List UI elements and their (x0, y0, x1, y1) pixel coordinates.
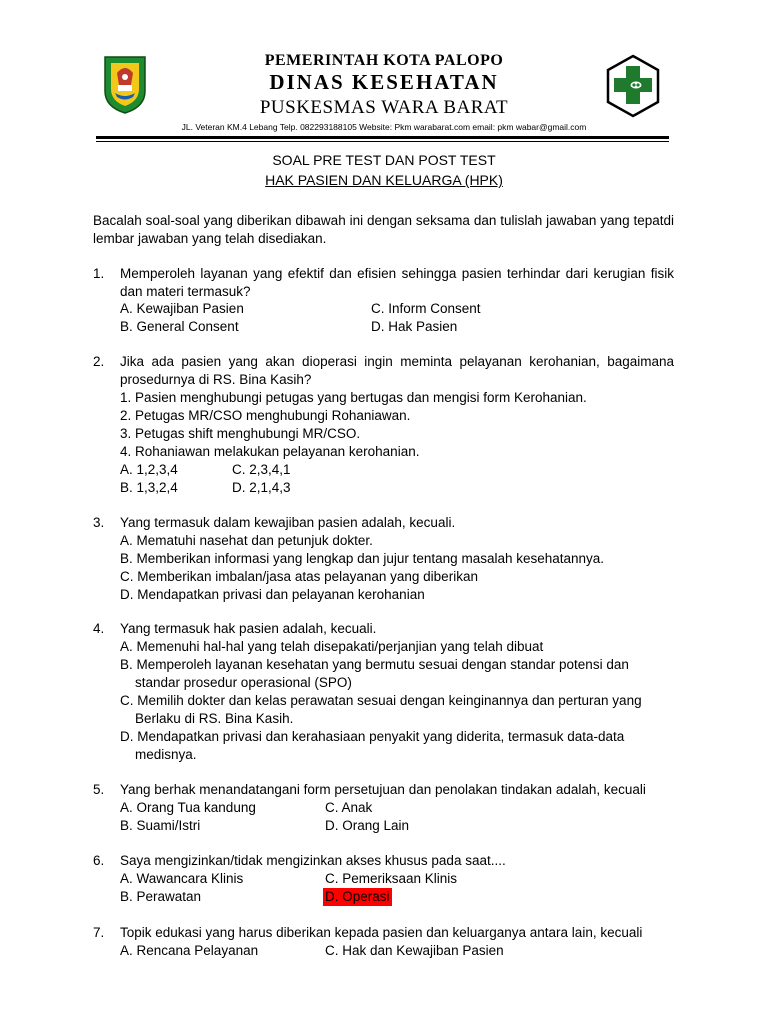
document-subtitle: HAK PASIEN DAN KELUARGA (HPK) (265, 172, 503, 188)
option-d: D. Mendapatkan privasi dan kerahasiaan penyakit yang diderita, termasuk data-data (120, 729, 625, 744)
option-c-continued: Berlaku di RS. Bina Kasih. (135, 711, 294, 726)
question-number: 7. (93, 925, 105, 940)
option-b: B. 1,3,2,4 (120, 480, 178, 495)
step-2: 2. Petugas MR/CSO menghubungi Rohaniawan. (120, 408, 411, 423)
document-title: SOAL PRE TEST DAN POST TEST (272, 152, 496, 168)
option-c: C. Hak dan Kewajiban Pasien (325, 943, 504, 958)
question-number: 3. (93, 515, 105, 530)
option-b: B. Memberikan informasi yang lengkap dan jujur tentang masalah kesehatannya. (120, 551, 605, 566)
option-a: A. Memenuhi hal-hal yang telah disepakati/perjanjian yang telah dibuat (120, 639, 544, 654)
instructions: Bacalah soal-soal yang diberikan dibawah ini dengan seksama dan tulislah jawaban yang tepatdi lembar jawaban yang telah disediakan. (93, 213, 674, 246)
header-address: JL. Veteran KM.4 Lebang Telp. 082293188105 Website: Pkm warabarat.com email: pkm wabar@gmail.com (181, 122, 587, 132)
option-a: A. Wawancara Klinis (120, 871, 244, 886)
option-b: B. Suami/Istri (120, 818, 201, 833)
question-text: Yang berhak menandatangani form persetujuan dan penolakan tindakan adalah, kecuali (120, 782, 646, 797)
option-c: C. Anak (325, 800, 373, 815)
question-text: Saya mengizinkan/tidak mengizinkan akses khusus pada saat.... (120, 853, 506, 868)
option-d-continued: medisnya. (135, 747, 197, 762)
question-number: 1. (93, 266, 105, 281)
option-d: D. Hak Pasien (371, 319, 458, 334)
header-government: PEMERINTAH KOTA PALOPO (264, 52, 504, 69)
option-a: A. 1,2,3,4 (120, 462, 178, 477)
question-7 (93, 924, 674, 964)
question-number: 6. (93, 853, 105, 868)
step-3: 3. Petugas shift menghubungi MR/CSO. (120, 426, 361, 441)
option-d-highlighted: D. Operasi (325, 889, 390, 904)
question-6 (93, 852, 674, 907)
option-b: B. Memperoleh layanan kesehatan yang bermutu sesuai dengan standar potensi dan (120, 657, 629, 672)
option-b-continued: standar prosedur operasional (SPO) (135, 675, 352, 690)
step-1: 1. Pasien menghubungi petugas yang bertugas dan mengisi form Kerohanian. (120, 390, 587, 405)
header-rule-thin (96, 141, 669, 142)
header-department: DINAS KESEHATAN (269, 70, 499, 94)
question-text: Topik edukasi yang harus diberikan kepada pasien dan keluarganya antara lain, kecuali (120, 925, 643, 940)
option-d: D. Mendapatkan privasi dan pelayanan kerohanian (120, 587, 425, 602)
question-text: Memperoleh layanan yang efektif dan efisien sehingga pasien terhindar dari kerugian fisik dan materi termasuk? (120, 266, 674, 299)
option-a: A. Orang Tua kandung (120, 800, 256, 815)
option-a: A. Mematuhi nasehat dan petunjuk dokter. (120, 533, 373, 548)
option-b: B. Perawatan (120, 889, 202, 904)
question-text: Yang termasuk dalam kewajiban pasien adalah, kecuali. (120, 515, 456, 530)
question-3 (93, 514, 674, 604)
option-d: D. 2,1,4,3 (232, 480, 291, 495)
option-c: C. Inform Consent (371, 301, 481, 316)
question-number: 2. (93, 354, 105, 369)
option-a: A. Kewajiban Pasien (120, 301, 244, 316)
option-c: C. Pemeriksaan Klinis (325, 871, 458, 886)
question-1 (93, 265, 674, 337)
header-puskesmas: PUSKESMAS WARA BARAT (259, 97, 509, 118)
question-number: 5. (93, 782, 105, 797)
option-c: C. Memilih dokter dan kelas perawatan sesuai dengan keinginannya dan perturan yang (120, 693, 642, 708)
question-2 (93, 353, 674, 498)
question-5 (93, 781, 674, 836)
option-c: C. 2,3,4,1 (232, 462, 291, 477)
option-a: A. Rencana Pelayanan (120, 943, 259, 958)
question-text: Yang termasuk hak pasien adalah, kecuali. (120, 621, 377, 636)
question-4 (93, 620, 674, 765)
question-text: Jika ada pasien yang akan dioperasi ingin meminta pelayanan kerohanian, bagaimana prosedurnya di RS. Bina Kasih? (120, 354, 674, 387)
question-number: 4. (93, 621, 105, 636)
step-4: 4. Rohaniawan melakukan pelayanan kerohanian. (120, 444, 420, 459)
option-c: C. Memberikan imbalan/jasa atas pelayanan yang diberikan (120, 569, 478, 584)
option-d: D. Orang Lain (325, 818, 410, 833)
option-b: B. General Consent (120, 319, 239, 334)
header-rule-thick (96, 136, 669, 139)
